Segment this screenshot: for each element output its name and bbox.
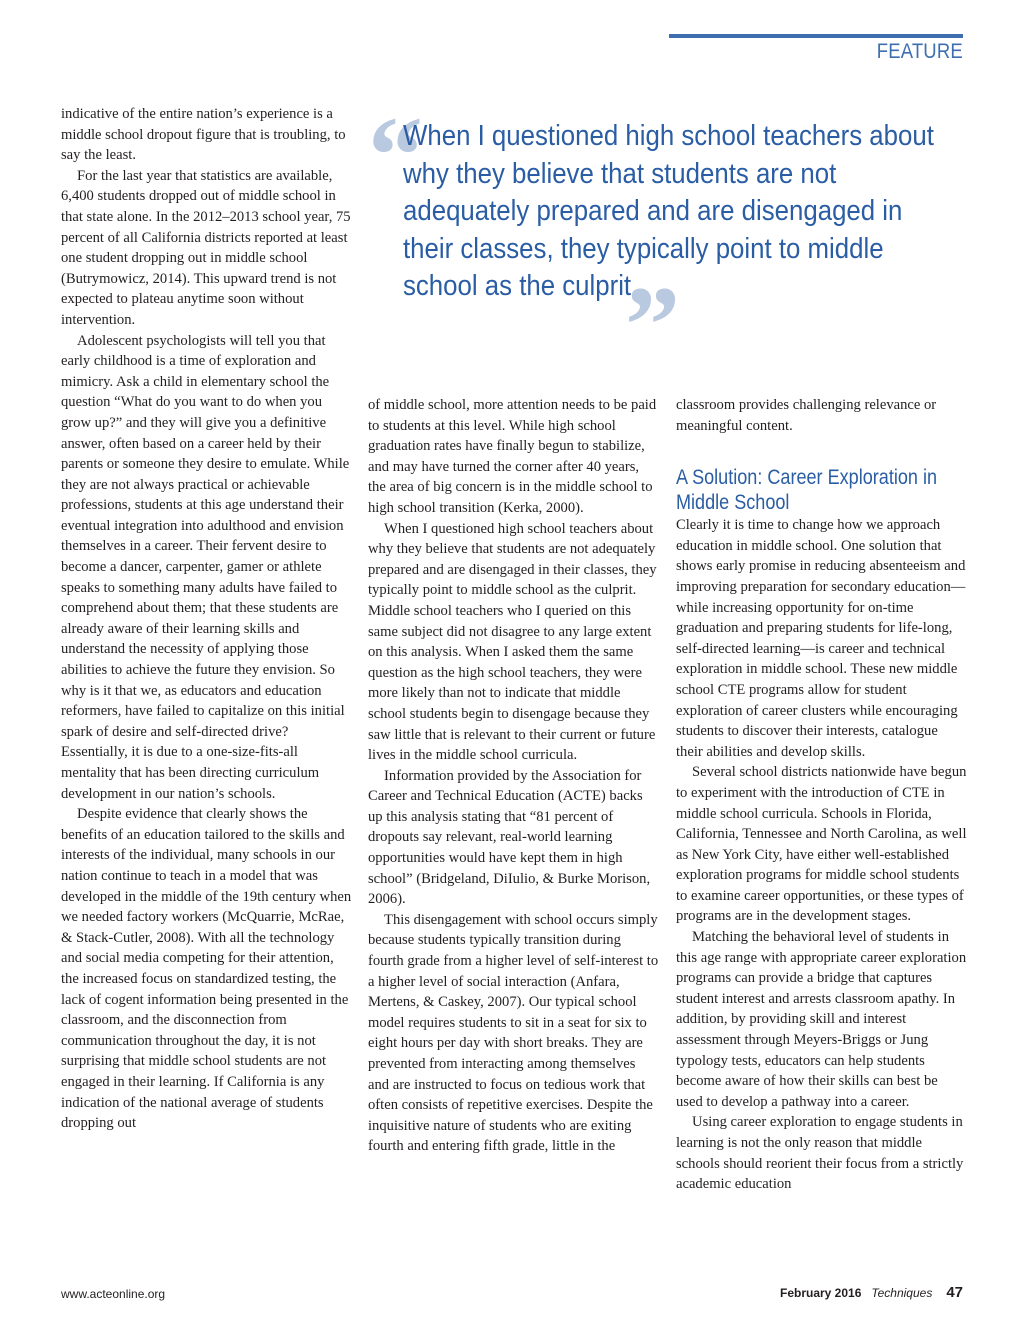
paragraph: indicative of the entire nation’s experience is a middle school dropout figure that is troubling, to say the least.	[61, 106, 346, 164]
paragraph: Despite evidence that clearly shows the benefits of an education tailored to the skills and interests of the individual, many schools in our nation continue to teach in a model that was developed in the middle of the 19th century when we needed factory workers (McQuarrie, McRae, & Stack-Cutler, 2008). With all the technology and social media competing for their attention, the increased focus on standardized testing, the lack of cogent information being presented in the classroom, and the disconnection from communication throughout the day, it is not surprising that middle school students are not engaged in their learning. If California is any indication of the national average of students dropping out	[61, 806, 352, 1132]
close-quote-mark: ”	[625, 264, 680, 386]
section-label: FEATURE	[876, 40, 963, 63]
issue-date: February 2016	[779, 1286, 862, 1300]
open-quote-mark: “	[368, 94, 423, 216]
header-rule	[669, 34, 963, 38]
paragraph: Using career exploration to engage students in learning is not the only reason that middle schools should reorient their focus from a strictly academic education	[676, 1114, 964, 1193]
pull-quote	[368, 94, 963, 386]
paragraph: classroom provides challenging relevance or meaningful content.	[676, 397, 937, 434]
paragraph: Several school districts nationwide have begun to experiment with the introduction of CTE in middle school curricula. Schools in Florida, California, Tennessee and North Carolina, as well as New York City, have either well-established exploration programs for middle school students to examine career opportunities, or these types of programs are in the development stages.	[676, 764, 967, 925]
paragraph: of middle school, more attention needs to be paid to students at this level. While high school graduation rates have finally begun to stabilize, and may have turned the corner after 40 years, the area of big concern is in the middle school to high school transition (Kerka, 2000).	[368, 397, 657, 516]
paragraph: Clearly it is time to change how we approach education in middle school. One solution that shows early promise in reducing absenteeism and improving preparation for secondary education—while increasing opportunity for on-time graduation and preparing students for life-long, self-directed learning—is career and technical exploration in middle school. These new middle school CTE programs allow for student exploration of career clusters while encouraging students to discover their interests, catalogue their abilities and develop skills.	[676, 517, 966, 760]
paragraph: This disengagement with school occurs simply because students typically transition during fourth grade from a higher level of self-interest to a higher level of social interaction (Anfara, Mertens, & Caskey, 2007). Our typical school model requires students to sit in a seat for six to eight hours per day with short breaks. They are prevented from interacting among themselves and are instructed to focus on tedious work that often consists of repetitive exercises. Despite the inquisitive nature of students who are exiting fourth and entering fifth grade, little in the	[368, 911, 659, 1155]
pull-quote-text: When I questioned high school teachers about why they believe that students are not adequately prepared and are disengaged in their classes, they typically point to middle school as the culprit.	[403, 120, 934, 302]
paragraph: Adolescent psychologists will tell you that early childhood is a time of exploration and mimicry. Ask a child in elementary school the question “What do you want to do when you grow up?” and they will give you a definitive answer, often based on a career held by their parents or someone they desire to emulate. While they are not always practical or achievable professions, students at this age understand their eventual integration into adulthood and envision themselves in a career. Their fervent desire to become a dancer, carpenter, gamer or athlete speaks to something many adults have failed to comprehend about them; that these students are already aware of their learning skills and understand the necessity of applying those abilities to achieve the future they envision. So why is it that we, as educators and education reformers, have failed to capitalize on this initial spark of desire and self-directed drive? Essentially, it is due to a one-size-fits-all mentality that has been directing curriculum development in our nation’s schools.	[61, 332, 350, 802]
footer-website-link[interactable]: www.acteonline.org	[61, 1287, 166, 1301]
section-heading: A Solution: Career Exploration in Middle School	[676, 466, 938, 515]
paragraph: Information provided by the Association for Career and Technical Education (ACTE) backs up this analysis stating that “81 percent of dropouts say relevant, real-world learning opportunities would have kept them in high school” (Bridgeland, DiIulio, & Burke Morison, 2006).	[368, 767, 651, 908]
page-number: 47	[946, 1284, 963, 1301]
paragraph: When I questioned high school teachers about why they believe that students are not adequately prepared and are disengaged in their classes, they typically point to middle school as the culprit. Middle school teachers who I queried on this same subject did not disagree to any large extent on this analysis. When I asked them the same question as the high school teachers, they were more likely than not to indicate that middle school students begin to disengage because they saw little that is relevant to their current or future lives in the middle school curricula.	[368, 520, 657, 764]
footer-info	[780, 1284, 963, 1302]
article-column-3	[676, 395, 968, 1195]
paragraph: Matching the behavioral level of students in this age range with appropriate career exploration programs can provide a bridge that captures student interest and arrests classroom apathy. In addition, by providing skill and interest assessment through Meyers-Briggs or Jung typology tests, educators can help students become aware of how their skills can best be used to develop a pathway into a career.	[676, 929, 967, 1110]
article-column-2	[368, 395, 660, 1157]
paragraph: For the last year that statistics are available, 6,400 students dropped out of middle school in that state alone. In the 2012–2013 school year, 75 percent of all California districts reported at least one student dropping out in middle school (Butrymowicz, 2014). This upward trend is not expected to plateau anytime soon without intervention.	[61, 167, 351, 328]
article-column-1	[61, 104, 353, 1134]
magazine-name: Techniques	[871, 1286, 933, 1300]
